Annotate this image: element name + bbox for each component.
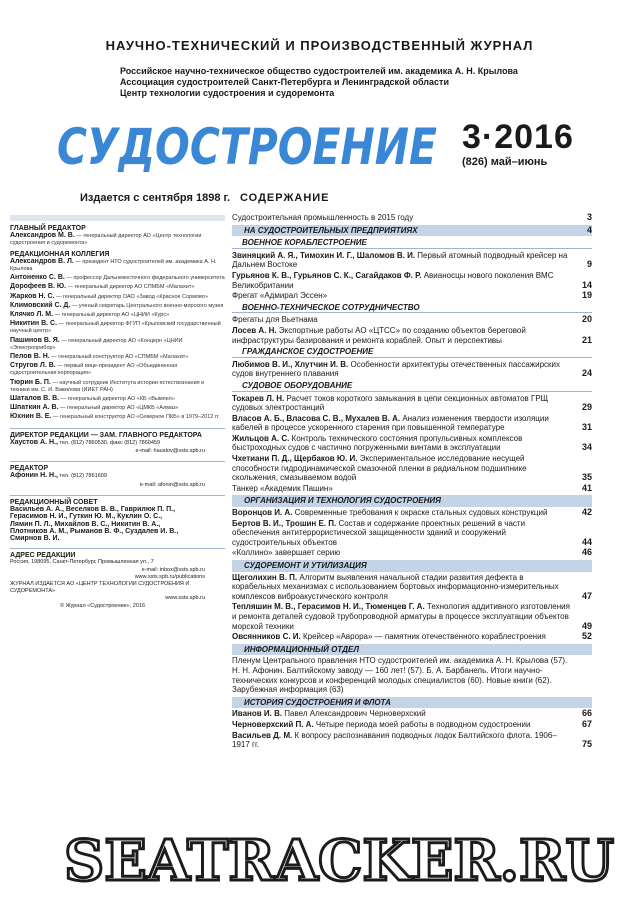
board-member [10,404,225,412]
toc-entry[interactable] [232,548,592,558]
chief-label: ГЛАВНЫЙ РЕДАКТОР [10,225,86,232]
entry-title: Павел Александрович Черноверхский [282,709,426,719]
journal-logo [55,110,440,176]
board-label: РЕДАКЦИОННАЯ КОЛЛЕГИЯ [10,250,110,258]
since-line: Издается с сентября 1898 г. [80,192,231,204]
entry-authors: Власов А. Б., Власова С. В., Мухалев В. А. [232,413,401,423]
entry-authors: Гурьянов К. В., Гурьянов С. К., Сагайдаков Ф. Р. [232,270,422,280]
entry-page: 67 [581,718,592,729]
entry-title: Авианосцы нового поколения ВМС Великобритании [232,270,554,290]
entry-title: Современные требования к окраске стальных судовых конструкций [292,508,548,518]
entry-page: 34 [581,442,592,453]
publisher: ЖУРНАЛ ИЗДАЕТСЯ АО «ЦЕНТР ТЕХНОЛОГИИ СУДОСТРОЕНИЯ И СУДОРЕМОНТА» [10,580,190,595]
entry-title: Состав и содержание проектных решений в части обеспечения антитеррористической защищенности зданий и сооружений судостроительных объектов [232,518,526,547]
deputy-label: ДИРЕКТОР РЕДАКЦИИ — ЗАМ. ГЛАВНОГО РЕДАКТОРА [10,431,202,439]
chief-role: — генеральный директор АО «Центр технологии судостроения и судоремонта» [10,233,202,247]
entry-page: 31 [581,422,592,433]
entry-title: К вопросу распознавания подводных лодок Балтийского флота. 1906–1917 гг. [232,730,557,750]
deputy-phone: тел. (812) 7860530, факс (812) 7860459 [57,439,161,446]
deputy-name: Хаустов А. Н., [10,438,58,446]
address-email[interactable]: e-mail: inbox@ssts.spb.ru [141,566,205,573]
council-line: Смирнов В. И. [10,534,60,542]
member-name: Никитин В. С. [10,320,58,328]
toc-entry[interactable] [232,434,592,453]
board-member [10,293,225,301]
chief-name: Александров М. В. [10,232,75,240]
entry-title: Первый атомный подводный крейсер на Дальнем Востоке [232,250,568,270]
logo-text: СУДОСТРОЕНИЕ [57,118,437,176]
member-role: — генеральный директор АО «Концерн «ЦНИИ «Электроприбор» [10,337,183,351]
toc-entry[interactable] [232,213,592,223]
toc-entry[interactable] [232,731,592,750]
entry-page: 44 [581,536,592,547]
section-title: ИСТОРИЯ СУДОСТРОЕНИЯ И ФЛОТА [244,697,391,707]
council-line: Герасимов Н. И., Гуткин Ю. М., Куклин О. С., [10,513,163,521]
board-member [10,337,225,352]
section-title: НА СУДОСТРОИТЕЛЬНЫХ ПРЕДПРИЯТИЯХ [244,225,418,235]
entry-page: 66 [581,708,592,719]
member-name: Тюрин Б. П. [10,378,51,386]
member-name: Климовский С. Д. [10,301,71,309]
member-name: Стругов Л. В. [10,362,56,370]
board-member [10,362,225,377]
board-member [10,283,225,291]
entry-page: 21 [581,334,592,345]
member-role: — генеральный директор АО «ЦНИИ «Курс» [53,312,170,319]
entry-page: 20 [581,314,592,325]
subsection-title: СУДОВОЕ ОБОРУДОВАНИЕ [232,381,592,392]
copyright: © Журнал «Судостроение», 2016 [60,602,146,609]
section-band [232,495,592,507]
member-role: — президент НТО судостроителей им. академика А. Н. Крылова [10,258,217,273]
entry-title: Крейсер «Аврора» — памятник отечественного кораблестроения [300,632,546,642]
subsection-title: ВОЕННО-ТЕХНИЧЕСКОЕ СОТРУДНИЧЕСТВО [232,303,592,314]
toc-entry[interactable] [232,315,592,325]
entry-page: 35 [581,472,592,483]
member-name: Шпаткин А. В. [10,404,59,412]
entry-authors: Тепляшин М. В., Герасимов Н. И., Тюменцев Г. А. [232,602,425,612]
toc-entry[interactable] [232,394,592,413]
entry-page: 46 [581,547,592,558]
section-title: СУДОРЕМОНТ И УТИЛИЗАЦИЯ [244,561,367,570]
entry-title: Анализ изменения твердости изоляции кабелей в процессе ускоренного старения при повышенной температуре [232,413,549,433]
member-role: — генеральный директор АО «ЦМКБ «Алмаз» [58,405,179,412]
contents-title: СОДЕРЖАНИЕ [240,192,330,204]
toc-entry[interactable] [232,414,592,433]
entry-title: Четыре периода моей работы в подводном судостроении [313,719,531,729]
entry-title: Контроль технического состояния пропульсивных комплексов быстроходных судов с частично погруженными винтами в эксплуатации [232,433,523,453]
toc-entry[interactable] [232,508,592,518]
entry-title: Экспортные работы АО «ЦТСС» по созданию объектов береговой инфраструктуры базирования и ремонта кораблей. Опыт и перспективы [232,325,526,345]
section-band [232,697,592,709]
subsection-title: ГРАЖДАНСКОЕ СУДОСТРОЕНИЕ [232,347,592,358]
board-member [10,274,225,282]
section-band [232,560,592,572]
entry-authors: Воронцов И. А. [232,508,293,518]
subsection-title: ВОЕННОЕ КОРАБЛЕСТРОЕНИЕ [232,238,592,249]
member-role: — научный сотрудник Института истории естествознания и техники им. С. И. Вавилова (ИИЕТ РАН) [10,379,205,393]
deputy-email[interactable]: e-mail: haustov@ssts.spb.ru [135,448,205,455]
toc-entry[interactable] [232,251,592,270]
member-name: Дорофеев В. Ю. [10,283,67,291]
member-role: — генеральный конструктор АО «СПМБМ «Малахит» [49,354,189,361]
entry-page: 52 [581,631,592,642]
entry-title: Судостроительная промышленность в 2015 году [232,213,414,222]
toc-entry[interactable] [232,720,592,730]
table-of-contents [232,213,592,751]
entry-title: Технология аддитивного изготовления и ремонта деталей судовой трубопроводной арматуры в процессе эксплуатации объектов морской техники [232,602,570,631]
council-line: Плотников А. М., Рыманов В. Ф., Суздалев И. В., [10,527,179,535]
member-role: — генеральный директор АО «КБ «Вымпел» [59,396,175,403]
address-web[interactable]: www.ssts.spb.ru/publications [134,573,205,580]
entry-authors: Токарев Л. Н. [232,393,285,403]
toc-entry[interactable] [232,484,592,494]
entry-page: 3 [586,212,592,222]
entry-page: 42 [581,507,592,518]
org-line: Ассоциация судостроителей Санкт-Петербурга и Ленинградской области [120,77,449,87]
issue-number: 3·2016 [462,118,574,156]
address-label: АДРЕС РЕДАКЦИИ [10,552,76,560]
board-member [10,379,225,394]
divider [10,461,225,462]
entry-title: Экспериментальное исследование несущей способности гидродинамической смазочной пленки в радиальном подшипнике скольжения, смазываемом водой [232,454,527,483]
member-name: Шаталов В. В. [10,395,60,403]
org-line: Российское научно-техническое общество судостроителей им. академика А. Н. Крылова [120,66,518,76]
section-band [232,225,592,237]
section-title: ОРГАНИЗАЦИЯ И ТЕХНОЛОГИЯ СУДОСТРОЕНИЯ [244,496,441,506]
member-name: Александров В. Л. [10,257,74,265]
entry-authors: Лосев А. Н. [232,325,277,335]
entry-page: 19 [581,290,592,301]
member-name: Юхнин В. Е. [10,413,52,421]
member-name: Жарков Н. С. [10,292,55,300]
issue-subtitle: (826) май–июнь [462,156,548,168]
org-line: Центр технологии судостроения и судоремонта [120,88,335,98]
entry-page: 47 [581,590,592,601]
toc-entry[interactable] [232,360,592,379]
entry-page: 41 [581,482,592,493]
member-name: Пелов В. Н. [10,353,50,361]
entry-title: Фрегат «Адмирал Эссен» [232,291,328,301]
toc-entry[interactable] [232,454,592,483]
entry-page: 75 [581,739,592,750]
section-band [232,644,592,656]
toc-entry[interactable] [232,519,592,548]
entry-authors: Бертов В. И., Трошин Е. П. [232,518,337,528]
member-role: — генеральный директор АО СПМБМ «Малахит» [66,284,195,291]
entry-page: 9 [586,259,592,270]
entry-title: Алгоритм выявления начальной стадии развития дефекта в корабельных механизмах с использованием бортовых информационно-измерительных комплексов виброакустического контроля [232,572,559,601]
board-member [10,258,225,273]
publisher-orgs [120,66,590,99]
address: Россия, 198095, Санкт-Петербург, Промышленная ул., 7 [10,559,154,566]
editor-label: РЕДАКТОР [10,465,49,473]
board-member [10,320,225,335]
board-member [10,302,225,310]
entry-page: 14 [581,279,592,290]
board-list [10,258,225,422]
entry-authors: Черноверхский П. А. [232,719,314,729]
toc-entry[interactable] [232,271,592,290]
member-role: — генеральный конструктор АО «Северное ПКБ» в 1979–2012 гг. [51,414,220,421]
entry-authors: Щеголихин В. П. [232,572,298,582]
watermark [60,826,620,888]
entry-title: Танкер «Академик Пашин» [232,483,333,493]
editor-email[interactable]: e-mail: afonin@ssts.spb.ru [139,481,205,488]
toc-entry[interactable] [232,602,592,631]
entry-authors: Иванов И. В. [232,709,283,719]
board-member [10,353,225,361]
toc-entry[interactable] [232,709,592,719]
member-name: Пашинов В. Я. [10,336,60,344]
publisher-web[interactable]: www.ssts.spb.ru [165,595,205,602]
entry-authors: Жильцов А. С. [232,433,290,443]
member-role: — профессор Дальневосточного федерального университета [64,275,225,282]
toc-entry[interactable] [232,326,592,345]
divider [10,548,225,549]
member-name: Клячко Л. М. [10,311,54,319]
entry-page: 49 [581,620,592,631]
divider [10,215,225,221]
entry-authors: Любимов В. И., Хлутчин И. В. [232,359,349,369]
council-line: Лямин П. Л., Михайлов В. С., Никитин В. А., [10,520,161,528]
board-member [10,395,225,403]
toc-entry[interactable] [232,656,592,694]
editorial-column [10,215,225,610]
entry-authors: Овсянников С. И. [232,632,301,642]
divider [10,428,225,429]
toc-entry[interactable] [232,632,592,642]
entry-title: Расчет токов короткого замыкания в цепи секционных автоматов ГРЩ судовых электростанций [232,393,549,413]
watermark-text: SEATRACKER.RU [64,828,614,888]
entry-title: Пленум Центрального правления НТО судостроителей им. академика А. Н. Крылова (57). Н. Н. Афонин. Балтийскому заводу — 160 лет! (57). Б. А. Барбанель. Итоги научно-технических конкурсов и конференций молодых специалистов (60). Новые книги (62). Зарубежная информация (63) [232,656,568,695]
council-label: РЕДАКЦИОННЫЙ СОВЕТ [10,498,98,506]
entry-authors: Чхетиани П. Д., Щербаков Ю. И. [232,454,358,464]
member-name: Антоненко С. В. [10,274,65,282]
member-role: — генеральный директор ОАО «Завод «Красное Сормово» [54,293,209,300]
council-line: Васильев А. А., Веселков В. В., Гаврилюк П. П., [10,506,176,514]
entry-page: 24 [581,368,592,379]
editor-phone: тел. (812) 7861609 [57,473,107,480]
member-role: — первый вице-президент АО «Объединенная судостроительная корпорация» [10,363,178,377]
member-role: — ученый секретарь Центрального военно-морского музея [70,302,224,309]
entry-authors: Звиняцкий А. Я., Тимохин И. Г., Шаломов В. И. [232,250,416,260]
section-title: ИНФОРМАЦИОННЫЙ ОТДЕЛ [244,644,359,654]
toc-entry[interactable] [232,573,592,602]
section-page: 4 [586,224,592,235]
entry-title: Особенности архитектуры отечественных пассажирских судов внутреннего плавания [232,359,561,379]
member-role: — генеральный директор ФГУП «Крыловский государственный научный центр» [10,321,221,335]
journal-type: НАУЧНО-ТЕХНИЧЕСКИЙ И ПРОИЗВОДСТВЕННЫЙ ЖУРНАЛ [105,38,534,53]
board-member [10,413,225,421]
entry-title: Фрегаты для Вьетнама [232,315,318,325]
entry-authors: Васильев Д. М. [232,730,293,740]
board-member [10,311,225,319]
editor-name: Афонин Н. Н., [10,472,58,480]
toc-entry[interactable] [232,291,592,301]
entry-title: «Коллино» завершает серию [232,548,341,558]
entry-page: 29 [581,402,592,413]
divider [10,495,225,496]
